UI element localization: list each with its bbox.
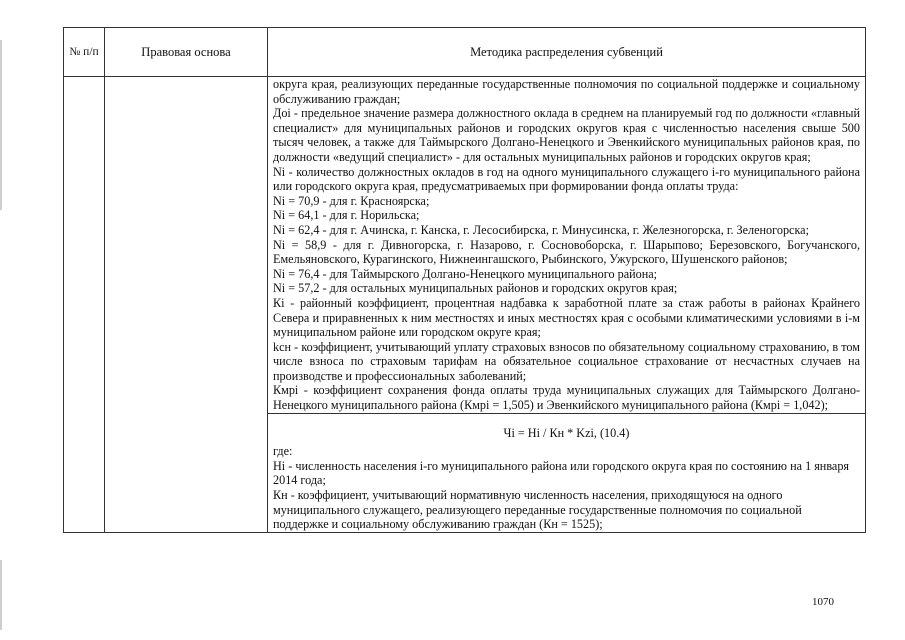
- paragraph: kсн - коэффициент, учитывающий уплату страховых взносов по обязательному социальному страхованию, в том числе взноса по страховым тарифам на обязательное социальное страхование от несчастных случаев на производстве и профессиональных заболеваний;: [273, 339, 860, 383]
- cell-method: [268, 77, 866, 533]
- paragraph: Кi - районный коэффициент, процентная надбавка к заработной плате за стаж работы в районах Крайнего Севера и приравненных к ним местностях и иных местностях края с особыми климатическими условиями в i-м муниципальном районе или городском округе края;: [273, 295, 860, 340]
- method-definitions: [273, 444, 860, 532]
- method-text-top: [273, 77, 860, 413]
- paragraph: Доi - предельное значение размера должностного оклада в среднем на планируемый год по должности «главный специалист» для муниципальных районов и городских округов края с численностью населения свыше 500 тысяч человек, а также для Таймырского Долгано-Ненецкого и Эвенкийского муниципальных районов края, по должности «ведущий специалист» - для остальных муниципальных районов и городских округов края;: [273, 106, 860, 164]
- paragraph: Ni = 57,2 - для остальных муниципальных районов и городских округов края;: [273, 281, 678, 296]
- scan-edge-mark: [0, 40, 2, 210]
- header-legal-basis: Правовая основа: [105, 28, 268, 77]
- paragraph: Ni = 58,9 - для г. Дивногорска, г. Назарово, г. Сосновоборска, г. Шарыпово; Березовского, Богучанского, Емельяновского, Курагинского, Нижнеингашского, Рыбинского, Ужурского, Шушенского районов;: [273, 237, 860, 267]
- page-number: 1070: [812, 596, 834, 608]
- header-number: № п/п: [64, 28, 105, 77]
- method-text-bottom: [268, 413, 865, 532]
- cell-number: [64, 77, 105, 533]
- table-row: [64, 77, 866, 533]
- paragraph: Нi - численность населения i-го муниципального района или городского округа края по состоянию на 1 января 2014 года;: [273, 458, 850, 488]
- paragraph: Ni = 64,1 - для г. Норильска;: [273, 208, 420, 223]
- paragraph: где:: [273, 444, 293, 459]
- paragraph: Кн - коэффициент, учитывающий нормативную численность населения, приходящуюся на одного муниципального служащего, реализующего переданные государственные полномочия по социальной поддержке и социальному обслуживанию граждан (Кн = 1525);: [273, 488, 802, 532]
- scan-edge-mark: [0, 560, 2, 630]
- subsidy-method-table: [63, 27, 866, 533]
- paragraph: Кмрi - коэффициент сохранения фонда оплаты труда муниципальных служащих для Таймырского Долгано-Ненецкого муниципального района (Кмрi = 1,505) и Эвенкийского муниципального района (Кмрi = 1,042);: [273, 383, 860, 413]
- table-header-row: [64, 28, 866, 77]
- paragraph: Ni - количество должностных окладов в год на одного муниципального служащего i-го муниципального района или городского округа края, предусматриваемых при формировании фонда оплаты труда:: [273, 164, 860, 194]
- paragraph: округа края, реализующих переданные государственные полномочия по социальной поддержке и социальному обслуживанию граждан;: [273, 77, 860, 106]
- header-method: Методика распределения субвенций: [268, 28, 866, 77]
- paragraph: Ni = 70,9 - для г. Красноярска;: [273, 193, 430, 208]
- paragraph: Ni = 62,4 - для г. Ачинска, г. Канска, г. Лесосибирска, г. Минусинска, г. Железногорска, г. Зеленогорска;: [273, 222, 809, 237]
- paragraph: Ni = 76,4 - для Таймырского Долгано-Ненецкого муниципального района;: [273, 266, 658, 281]
- cell-legal-basis: [105, 77, 268, 533]
- formula-10-4: Чi = Нi / Кн * Kzi, (10.4): [503, 425, 630, 440]
